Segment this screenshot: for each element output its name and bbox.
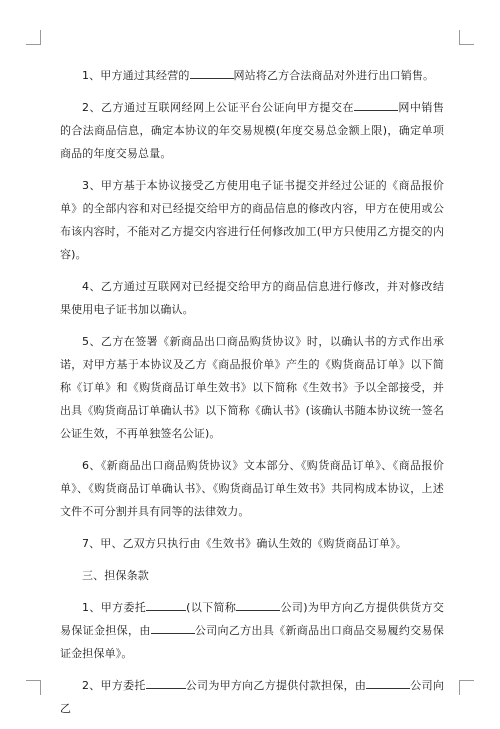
fill-blank bbox=[146, 598, 186, 611]
clause-text: 公司为甲方向乙方提供付款担保，由 bbox=[185, 679, 367, 692]
clause-text: (以下简称 bbox=[186, 601, 237, 614]
clause-text: 公司向乙 bbox=[60, 679, 444, 715]
fill-blank bbox=[354, 98, 398, 111]
clause-text: 1、甲方委托 bbox=[82, 601, 147, 614]
document-body bbox=[60, 64, 444, 729]
clause-6: 6、《新商品出口商品购货协议》文本部分、《购货商品订单》、《商品报价单》、《购货商品订单确认书》、《购货商品订单生效书》共同构成本协议，上述文件不可分割并具有同等的法律效力。 bbox=[60, 459, 444, 518]
crop-mark-top-right bbox=[459, 30, 474, 45]
clause-text: 网站将乙方合法商品对外进行出口销售。 bbox=[233, 69, 435, 82]
fill-blank bbox=[366, 676, 410, 689]
clause-1 bbox=[60, 64, 444, 87]
clause-7: 7、甲、乙双方只执行由《生效书》确认生效的《购货商品订单》。 bbox=[82, 537, 407, 550]
guarantee-clause-1 bbox=[60, 596, 444, 665]
guarantee-clause-2 bbox=[60, 674, 444, 720]
fill-blank bbox=[236, 598, 280, 611]
clause-text: 公司)为甲方向乙方提供供货方交易保证金担保，由 bbox=[60, 601, 444, 637]
crop-mark-bottom-right bbox=[459, 680, 474, 695]
clause-2 bbox=[60, 96, 444, 165]
clause-text: 1、甲方通过其经营的 bbox=[82, 69, 190, 82]
clause-5: 5、乙方在签署《新商品出口商品购货协议》时，以确认书的方式作出承诺，对甲方基于本协议及乙方《商品报价单》产生的《购货商品订单》以下简称《订单》和《购货商品订单生效书》以下简称《生效书》予以全部接受，并出具《购货商品订单确认书》以下简称《确认书》(该确认书随本协议统一签名公证生效，不再单独签名公证)。 bbox=[60, 335, 444, 440]
clause-3: 3、甲方基于本协议接受乙方使用电子证书提交并经过公证的《商品报价单》的全部内容和对已经提交给甲方的商品信息的修改内容，甲方在使用或公布该内容时，不能对乙方提交内容进行任何修改加工(甲方只使用乙方提交的内容)。 bbox=[60, 179, 444, 261]
clause-text: 网中销售的合法商品信息，确定本协议的年交易规模(年度交易总金额上限)，确定单项商品的年度交易总量。 bbox=[60, 101, 444, 160]
clause-text: 2、乙方通过互联网经网上公证平台公证向甲方提交在 bbox=[82, 101, 354, 114]
clause-text: 2、甲方委托 bbox=[82, 679, 146, 692]
fill-blank bbox=[151, 621, 195, 634]
fill-blank bbox=[190, 66, 234, 79]
clause-4: 4、乙方通过互联网对已经提交给甲方的商品信息进行修改，并对修改结果使用电子证书加以确认。 bbox=[60, 280, 444, 316]
crop-mark-top-left bbox=[26, 30, 41, 45]
fill-blank bbox=[146, 676, 186, 689]
clause-text: 公司向乙方出具《新商品出口商品交易履约交易保证金担保单》。 bbox=[60, 624, 444, 660]
crop-mark-bottom-left bbox=[26, 680, 41, 695]
section-heading-guarantee: 三、担保条款 bbox=[82, 569, 149, 582]
